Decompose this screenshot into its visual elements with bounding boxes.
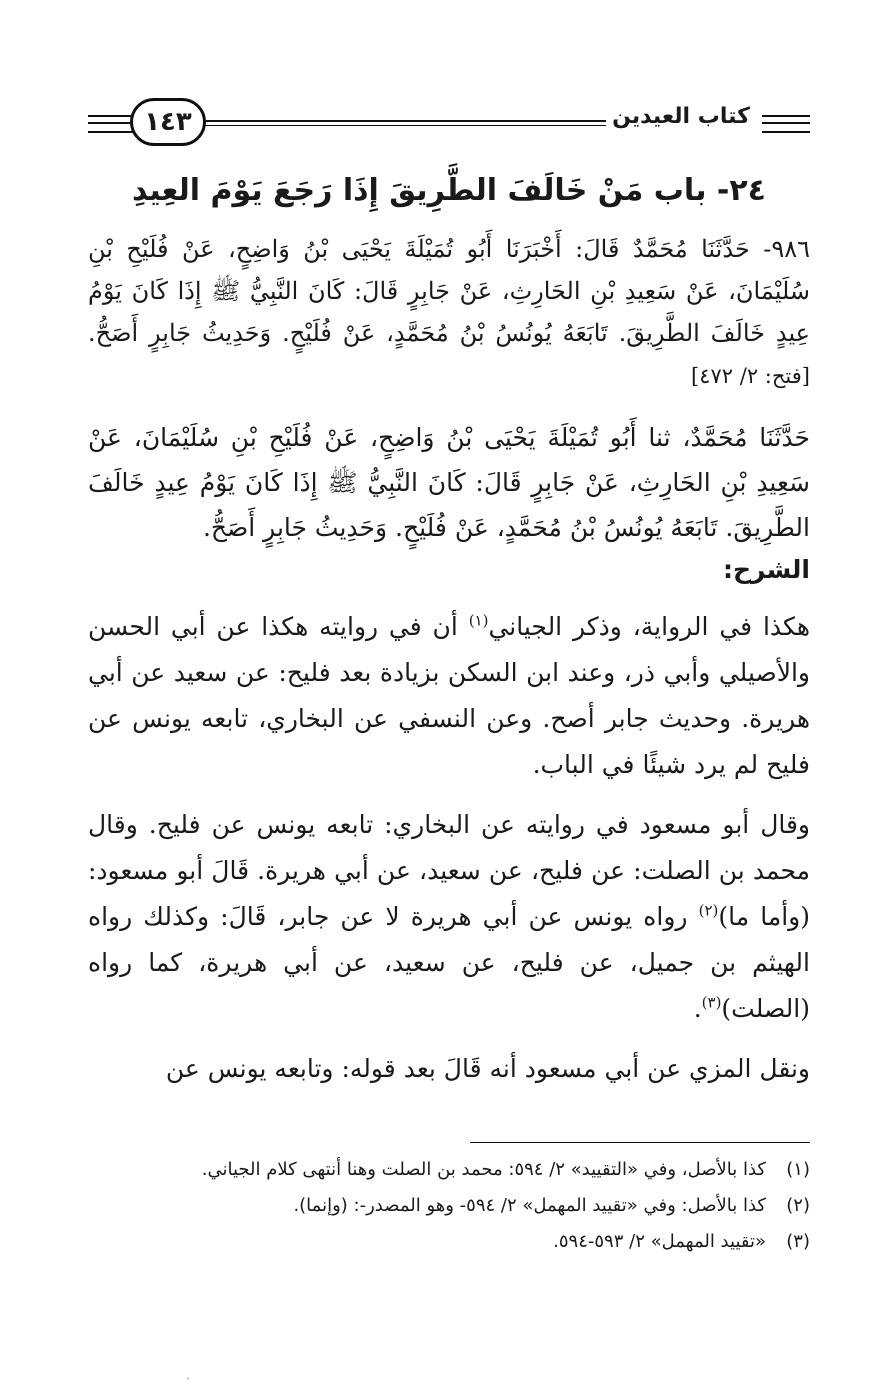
footnote-number: (٣) xyxy=(786,1231,810,1252)
footnote-text: كذا بالأصل، وفي «التقييد» ٢/ ٥٩٤: محمد بن الصلت وهنا أنتهى كلام الجياني. xyxy=(201,1159,766,1180)
commentary-paragraph-3: ونقل المزي عن أبي مسعود أنه قَالَ بعد قوله: وتابعه يونس عن xyxy=(165,1054,810,1083)
main-content xyxy=(88,168,810,1092)
footnote-1 xyxy=(88,1152,810,1188)
running-title: كتاب العيدين xyxy=(606,104,756,129)
running-header xyxy=(88,92,810,156)
footnote-ref-3[interactable]: (٣) xyxy=(701,993,722,1012)
paragraph-text: وقال أبو مسعود في روايته عن البخاري: تابعه يونس عن فليح. وقال محمد بن الصلت: عن فليح، عن سعيد، عن أبي هريرة. قَالَ أبو مسعود: (وأما ما) xyxy=(88,810,810,931)
hadith-reference: [فتح: ٢/ ٤٧٢] xyxy=(691,364,810,388)
footnote-3 xyxy=(88,1224,810,1260)
paragraph-text: رواه يونس عن أبي هريرة لا عن جابر، قَالَ: وكذلك رواه الهيثم بن جميل، عن فليح، عن سعيد، عن أبي هريرة، كما رواه (الصلت) xyxy=(88,902,810,1023)
scan-mark: ˏ xyxy=(186,1366,190,1380)
variant-text: حَدَّثَنَا مُحَمَّدٌ، ثنا أَبُو تُمَيْلَةَ يَحْيَى بْنُ وَاضِحٍ، عَنْ فُلَيْحِ بْنِ سُلَيْمَانَ، عَنْ سَعِيدِ بْنِ الحَارِثِ، عَنْ جَابِرٍ قَالَ: كَانَ النَّبِيُّ ﷺ إِذَا كَانَ يَوْمُ عِيدٍ خَالَفَ الطَّرِيقَ. تَابَعَهُ يُونُسُ بْنُ مُحَمَّدٍ، عَنْ فُلَيْحٍ. وَحَدِيثُ جَابِرٍ أَصَحُّ. xyxy=(88,423,810,542)
commentary-heading: الشرح: xyxy=(723,555,810,584)
footnote-text: كذا بالأصل: وفي «تقييد المهمل» ٢/ ٥٩٤- وهو المصدر-: (وإنما). xyxy=(293,1195,766,1216)
footnote-ref-2[interactable]: (٢) xyxy=(698,901,719,920)
hadith-text xyxy=(88,228,810,397)
header-rule-right xyxy=(762,115,810,133)
commentary-paragraph-2 xyxy=(88,802,810,1032)
footnote-number: (١) xyxy=(786,1159,810,1180)
page-number: ١٤٣ xyxy=(130,98,206,146)
paragraph-text: هكذا في الرواية، وذكر الجياني xyxy=(488,612,811,641)
footnote-number: (٢) xyxy=(786,1195,810,1216)
paragraph-text: أن في روايته هكذا عن أبي الحسن والأصيلي وأبي ذر، وعند ابن السكن بزيادة بعد فليح: عن سعيد عن أبي هريرة. وحديث جابر أصح. وعن النسفي عن البخاري، تابعه يونس عن فليح لم يرد شيئًا في الباب. xyxy=(88,612,810,779)
hadith-body: ٩٨٦- حَدَّثَنَا مُحَمَّدٌ قَالَ: أَخْبَرَنَا أَبُو تُمَيْلَةَ يَحْيَى بْنُ وَاضِحٍ، عَنْ فُلَيْحِ بْنِ سُلَيْمَانَ، عَنْ سَعِيدِ بْنِ الحَارِثِ، عَنْ جَابِرٍ قَالَ: كَانَ النَّبِيُّ ﷺ إِذَا كَانَ يَوْمُ عِيدٍ خَالَفَ الطَّرِيقَ. تَابَعَهُ يُونُسُ بْنُ مُحَمَّدٍ، عَنْ فُلَيْحٍ. وَحَدِيثُ جَابِرٍ أَصَحُّ. xyxy=(88,235,811,347)
footnote-text: «تقييد المهمل» ٢/ ٥٩٣-٥٩٤. xyxy=(553,1231,766,1252)
footnote-2 xyxy=(88,1188,810,1224)
footnote-ref-1[interactable]: (١) xyxy=(468,611,489,630)
commentary-paragraph-1 xyxy=(88,604,810,788)
paragraph-text: . xyxy=(693,994,702,1023)
footnotes xyxy=(88,1152,810,1260)
header-rule-left xyxy=(88,115,136,133)
footnote-separator xyxy=(470,1142,810,1143)
chapter-title: ٢٤- باب مَنْ خَالَفَ الطَّرِيقَ إِذَا رَجَعَ يَوْمَ العِيدِ xyxy=(132,173,766,208)
